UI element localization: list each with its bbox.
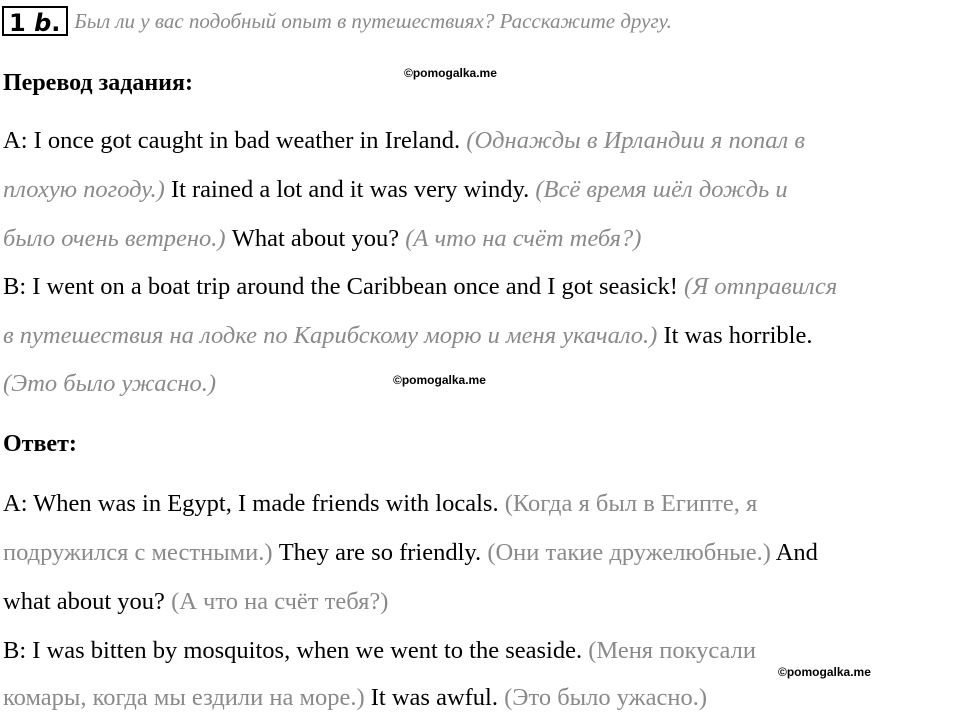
english-text: They are so friendly. (272, 539, 488, 566)
watermark: ©pomogalka.me (393, 373, 486, 387)
russian-translation: (Это было ужасно.) (3, 370, 217, 397)
task-letter: b (34, 9, 52, 37)
russian-translation: плохую погоду.) (3, 176, 165, 203)
answer-heading: Ответ: (3, 431, 77, 457)
text-line (3, 588, 388, 616)
text-line (3, 273, 837, 301)
task-number-box (2, 6, 68, 36)
text-line (3, 539, 818, 567)
russian-translation: (Это было ужасно.) (504, 684, 707, 711)
text-line (3, 225, 641, 253)
english-text: B: I was bitten by mosquitos, when we went to the seaside. (3, 637, 589, 664)
watermark: ©pomogalka.me (778, 665, 871, 679)
english-text: It was awful. (364, 684, 505, 711)
english-text: A: When was in Egypt, I made friends with locals. (3, 490, 505, 517)
english-text: It rained a lot and it was very windy. (164, 176, 536, 203)
english-text: A: I once got caught in bad weather in Ireland. (3, 127, 467, 154)
russian-translation: (Они такие дружелюбные.) (487, 539, 771, 566)
text-line (3, 322, 812, 350)
russian-translation: (Однажды в Ирландии я попал в (466, 127, 805, 154)
task-dot: . (51, 9, 61, 37)
russian-translation: комары, когда мы ездили на море.) (3, 684, 365, 711)
russian-translation: (Когда я был в Египте, я (504, 490, 758, 517)
russian-translation: (Меня покусали (588, 637, 756, 664)
text-line (3, 490, 757, 518)
english-text: B: I went on a boat trip around the Caribbean once and I got seasick! (3, 273, 685, 300)
english-text: It was horrible. (657, 322, 813, 349)
text-line (3, 176, 788, 204)
russian-translation: подружился с местными.) (3, 539, 273, 566)
text-line (3, 127, 805, 155)
watermark: ©pomogalka.me (404, 66, 497, 80)
russian-translation: (Я отправился (684, 273, 838, 300)
text-line (3, 637, 756, 665)
russian-translation: (А что на счёт тебя?) (171, 588, 389, 615)
translation-heading: Перевод задания: (3, 70, 193, 96)
russian-translation: было очень ветрено.) (3, 225, 226, 252)
english-text: And (770, 539, 818, 566)
task-header (2, 4, 672, 38)
russian-translation: в путешествия на лодке по Карибскому морю и меня укачало.) (3, 322, 658, 349)
russian-translation: (Всё время шёл дождь и (535, 176, 788, 203)
english-text: What about you? (225, 225, 406, 252)
text-line (3, 370, 216, 398)
russian-translation: (А что на счёт тебя?) (405, 225, 642, 252)
english-text: what about you? (3, 588, 172, 615)
task-number: 1 (9, 9, 26, 37)
task-instruction: Был ли у вас подобный опыт в путешествиях? Расскажите другу. (74, 8, 672, 33)
text-line (3, 684, 707, 712)
